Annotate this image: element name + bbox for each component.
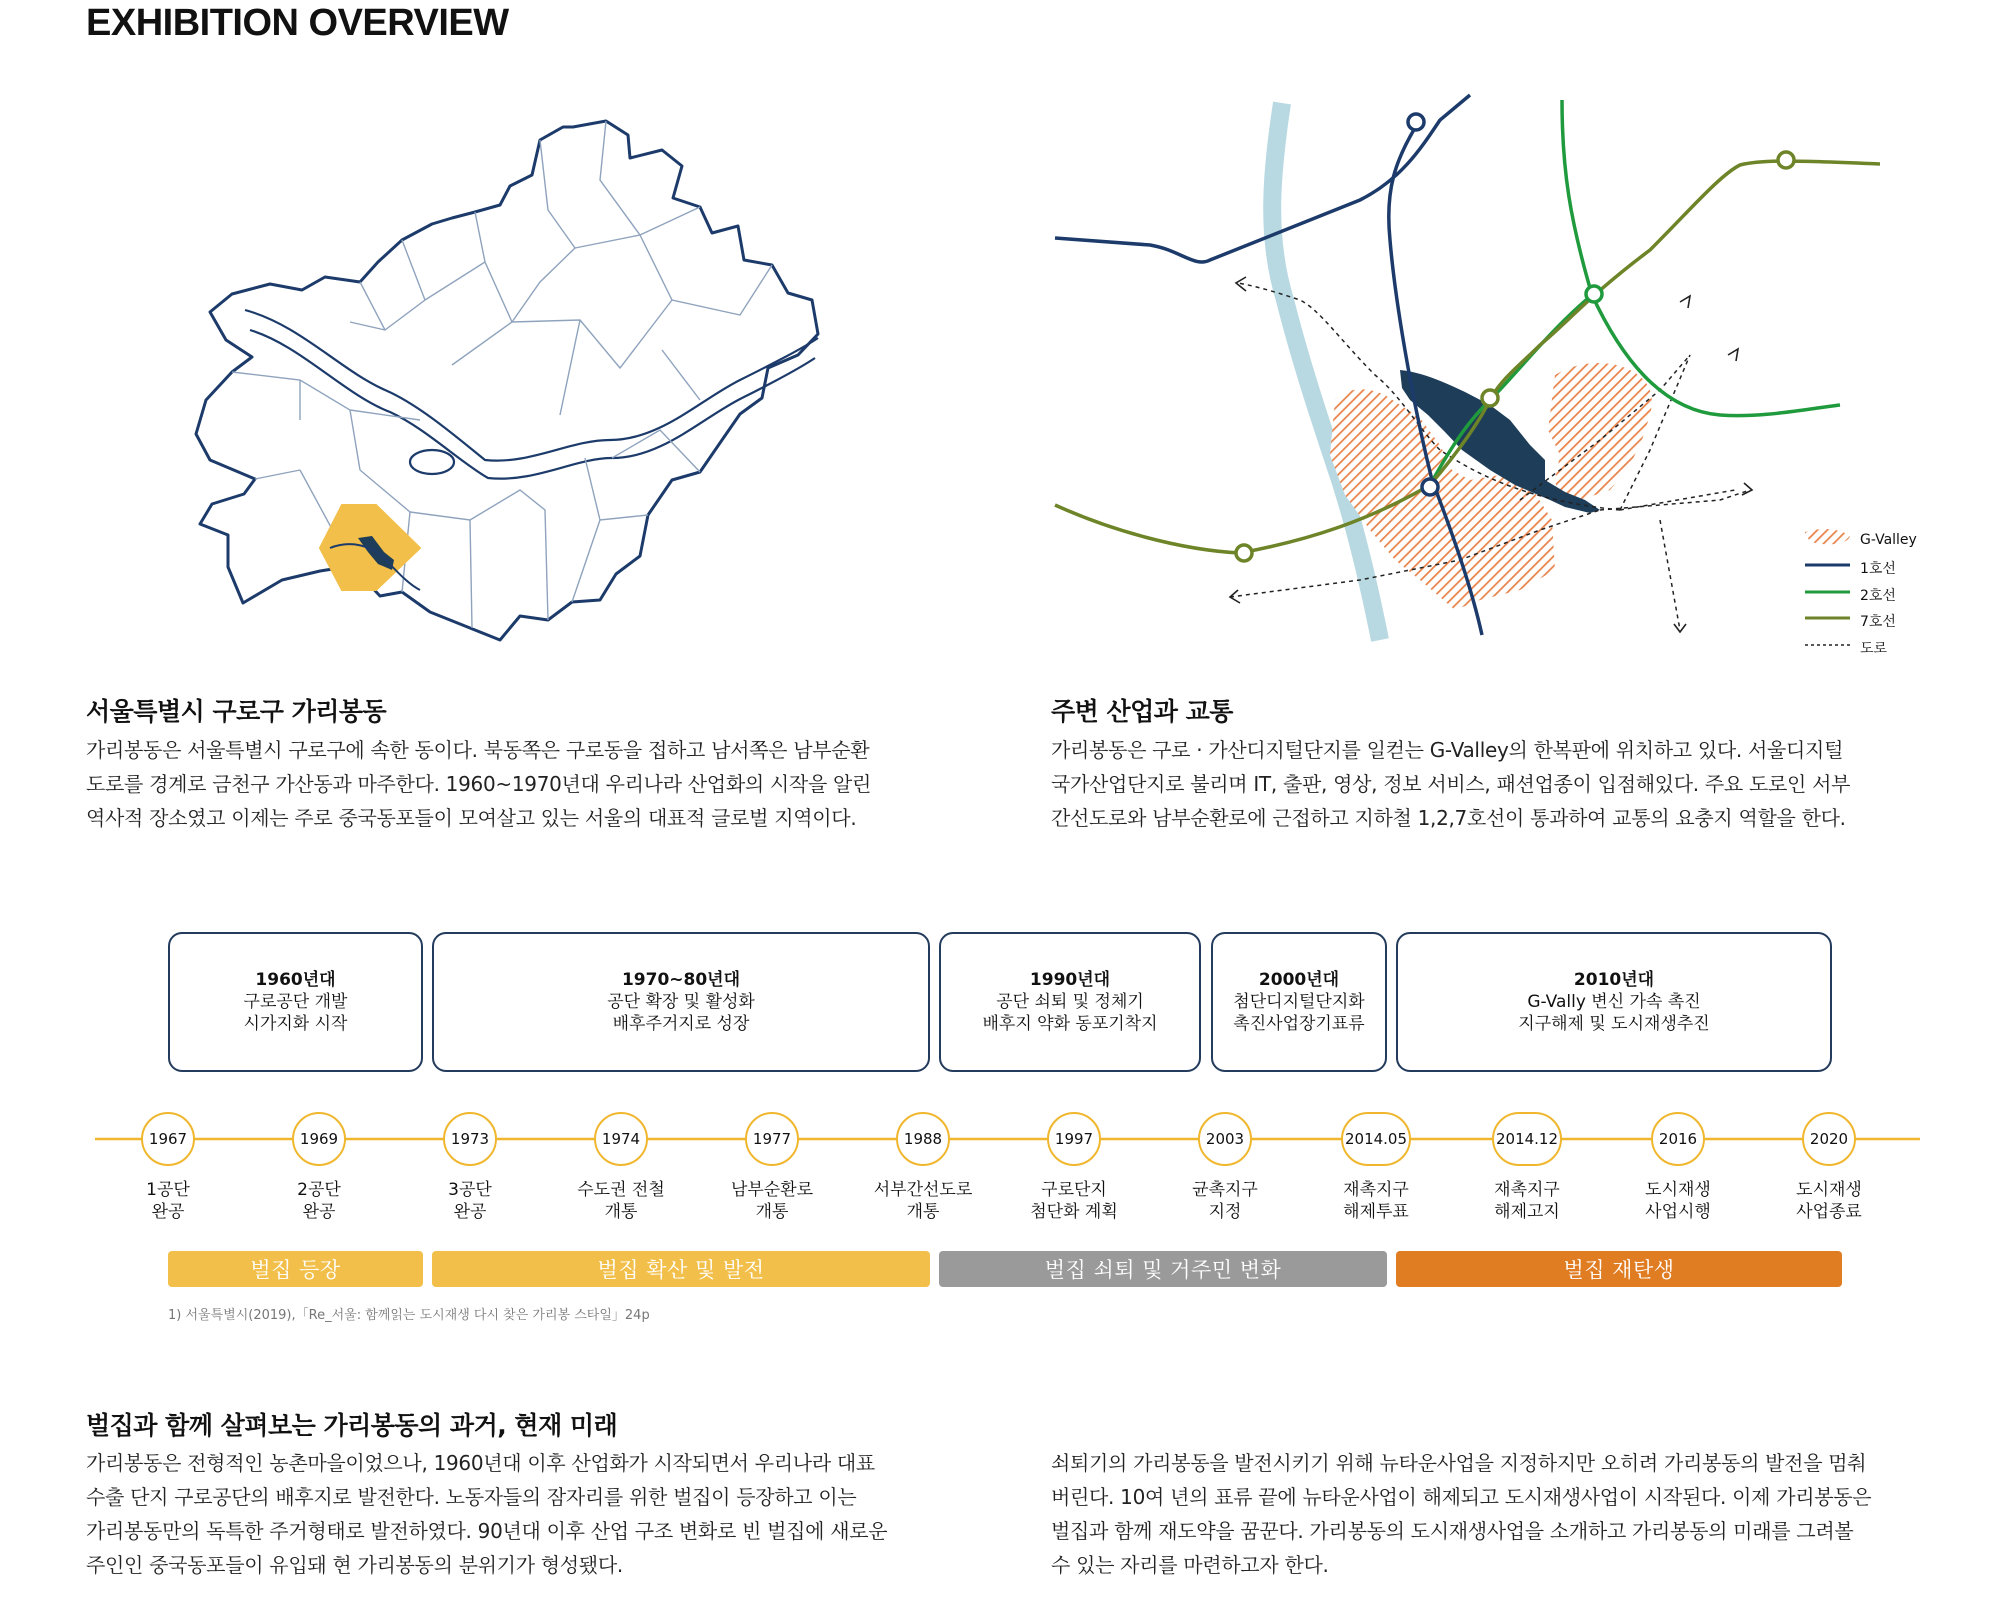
caption-line: 해제고지: [1494, 1202, 1560, 1222]
era-year: 1960년대: [255, 970, 336, 990]
legend-road: 도로: [1860, 641, 1888, 657]
caption-line: 완공: [302, 1202, 336, 1222]
timeline-node-2014-12: 2014.12: [1492, 1112, 1562, 1166]
timeline-node-2016: 2016: [1651, 1112, 1705, 1166]
timeline-node-1973: 1973: [443, 1112, 497, 1166]
text-line: 가리봉동은 구로 · 가산디지털단지를 일컫는 G-Valley의 한복판에 위치하고 있다. 서울디지털: [1051, 738, 1844, 762]
era-year: 2010년대: [1573, 970, 1655, 990]
timeline-caption: [1009, 1179, 1139, 1223]
phase-bar-expansion: 벌집 확산 및 발전: [432, 1251, 930, 1287]
caption-line: 사업시행: [1645, 1202, 1711, 1222]
bottom-left-text: [86, 1446, 1006, 1582]
era-line: 첨단디지털단지화: [1233, 992, 1365, 1012]
text-line: 도로를 경계로 금천구 가산동과 마주한다. 1960~1970년대 우리나라 산업화의 시작을 알린: [86, 772, 872, 796]
guro-highlight-hexagon: [320, 505, 420, 590]
era-line: 배후지 약화 동포기착지: [982, 1014, 1158, 1034]
station-circle: [1586, 286, 1602, 302]
era-year: 1970~80년대: [621, 970, 741, 990]
era-box-1990s: [939, 932, 1201, 1072]
era-line: 시가지화 시작: [243, 1014, 348, 1034]
era-year: 2000년대: [1258, 970, 1340, 990]
station-circle: [1482, 390, 1498, 406]
caption-line: 재촉지구: [1494, 1180, 1560, 1200]
caption-line: 서부간선도로: [873, 1180, 973, 1200]
era-year: 1990년대: [1029, 970, 1111, 990]
timeline-node-1997: 1997: [1047, 1112, 1101, 1166]
phase-bar-decline: 벌집 쇠퇴 및 거주민 변화: [939, 1251, 1387, 1287]
footnote: 1) 서울특별시(2019),「Re_서울: 함께읽는 도시재생 다시 찾은 가리봉 스타일」24p: [168, 1308, 650, 1323]
caption-line: 수도권 전철: [577, 1180, 665, 1200]
caption-line: 남부순환로: [730, 1180, 814, 1200]
era-line: 공단 확장 및 활성화: [607, 992, 755, 1012]
era-line: 촉진사업장기표류: [1233, 1014, 1365, 1034]
caption-line: 첨단화 계획: [1030, 1202, 1118, 1222]
caption-line: 도시재생: [1796, 1180, 1862, 1200]
text-line: 주인인 중국동포들이 유입돼 현 가리봉동의 분위기가 형성됐다.: [86, 1553, 623, 1577]
bottom-right-text: [1051, 1446, 1971, 1582]
subway-line-7: [1055, 161, 1880, 553]
station-circle: [1408, 114, 1424, 130]
caption-line: 도시재생: [1645, 1180, 1711, 1200]
gvalley-area-east: [1548, 363, 1652, 505]
timeline-caption: [405, 1179, 535, 1223]
right-section-heading: 주변 산업과 교통: [1051, 697, 1233, 726]
timeline-caption: [254, 1179, 384, 1223]
timeline-node-1967: 1967: [141, 1112, 195, 1166]
legend-line1: 1호선: [1860, 561, 1896, 577]
timeline-caption: [1160, 1179, 1290, 1223]
timeline-node-1977: 1977: [745, 1112, 799, 1166]
timeline-node-1969: 1969: [292, 1112, 346, 1166]
timeline-node-1974: 1974: [594, 1112, 648, 1166]
station-circle: [1778, 152, 1794, 168]
era-box-2000s: [1211, 932, 1387, 1072]
caption-line: 개통: [604, 1202, 638, 1222]
era-line: 지구해제 및 도시재생추진: [1518, 1014, 1710, 1034]
subway-line-1: [1055, 95, 1470, 262]
river: [1272, 103, 1380, 640]
timeline-node-1988: 1988: [896, 1112, 950, 1166]
text-line: 가리봉동만의 독특한 주거형태로 발전하였다. 90년대 이후 산업 구조 변화로 빈 벌집에 새로운: [86, 1519, 888, 1543]
text-line: 수출 단지 구로공단의 배후지로 발전한다. 노동자들의 잠자리를 위한 벌집이 등장하고 이는: [86, 1485, 857, 1509]
left-section-heading: 서울특별시 구로구 가리봉동: [86, 697, 387, 726]
caption-line: 2공단: [297, 1180, 341, 1200]
text-line: 역사적 장소였고 이제는 주로 중국동포들이 모여살고 있는 서울의 대표적 글로벌 지역이다.: [86, 806, 857, 830]
timeline-node-2020: 2020: [1802, 1112, 1856, 1166]
timeline-caption: [707, 1179, 837, 1223]
text-line: 가리봉동은 서울특별시 구로구에 속한 동이다. 북동쪽은 구로동을 접하고 남서쪽은 남부순환: [86, 738, 870, 762]
page-title: EXHIBITION OVERVIEW: [86, 2, 509, 44]
text-line: 버린다. 10여 년의 표류 끝에 뉴타운사업이 해제되고 도시재생사업이 시작된다. 이제 가리봉동은: [1051, 1485, 1872, 1509]
text-line: 벌집과 함께 재도약을 꿈꾼다. 가리봉동의 도시재생사업을 소개하고 가리봉동의 미래를 그려볼: [1051, 1519, 1854, 1543]
timeline-node-2003: 2003: [1198, 1112, 1252, 1166]
era-box-1960s: [168, 932, 423, 1072]
phase-bar-emergence: 벌집 등장: [168, 1251, 423, 1287]
right-section-text: [1051, 733, 1971, 835]
station-circle: [1422, 479, 1438, 495]
left-section-text: [86, 733, 986, 835]
garibong-marker: [358, 536, 394, 570]
caption-line: 사업종료: [1796, 1202, 1862, 1222]
caption-line: 1공단: [146, 1180, 190, 1200]
seoul-outline: [196, 121, 818, 640]
caption-line: 완공: [151, 1202, 185, 1222]
caption-line: 개통: [906, 1202, 940, 1222]
legend-line2: 2호선: [1860, 588, 1896, 604]
caption-line: 3공단: [448, 1180, 492, 1200]
subway-line-2: [1562, 100, 1840, 416]
gvalley-area-west: [1330, 389, 1555, 610]
caption-line: 재촉지구: [1343, 1180, 1409, 1200]
timeline-caption: [858, 1179, 988, 1223]
text-line: 국가산업단지로 불리며 IT, 출판, 영상, 정보 서비스, 패션업종이 입점해있다. 주요 도로인 서부: [1051, 772, 1851, 796]
text-line: 수 있는 자리를 마련하고자 한다.: [1051, 1553, 1329, 1577]
text-line: 쇠퇴기의 가리봉동을 발전시키기 위해 뉴타운사업을 지정하지만 오히려 가리봉동의 발전을 멈춰: [1051, 1451, 1867, 1475]
timeline-node-2014-05: 2014.05: [1341, 1112, 1411, 1166]
timeline-caption: [103, 1179, 233, 1223]
text-line: 가리봉동은 전형적인 농촌마을이었으나, 1960년대 이후 산업화가 시작되면서 우리나라 대표: [86, 1451, 875, 1475]
era-box-1970s-80s: [432, 932, 930, 1072]
era-line: 공단 쇠퇴 및 정체기: [996, 992, 1144, 1012]
era-line: G-Vally 변신 가속 촉진: [1527, 992, 1701, 1012]
timeline-caption: [556, 1179, 686, 1223]
caption-line: 완공: [453, 1202, 487, 1222]
caption-line: 개통: [755, 1202, 789, 1222]
timeline-caption: [1764, 1179, 1894, 1223]
phase-bar-rebirth: 벌집 재탄생: [1396, 1251, 1842, 1287]
timeline-caption: [1613, 1179, 1743, 1223]
bottom-section-heading: 벌집과 함께 살펴보는 가리봉동의 과거, 현재 미래: [86, 1411, 618, 1440]
era-box-2010s: [1396, 932, 1832, 1072]
garibong-area: [1400, 370, 1600, 513]
legend-line7: 7호선: [1860, 614, 1896, 630]
era-line: 구로공단 개발: [243, 992, 348, 1012]
text-line: 간선도로와 남부순환로에 근접하고 지하철 1,2,7호선이 통과하여 교통의 요충지 역할을 한다.: [1051, 806, 1846, 830]
era-line: 배후주거지로 성장: [612, 1014, 750, 1034]
station-circle: [1236, 545, 1252, 561]
caption-line: 구로단지: [1041, 1180, 1107, 1200]
caption-line: 균촉지구: [1192, 1180, 1258, 1200]
legend-gvalley: G-Valley: [1860, 532, 1917, 548]
timeline-caption: [1311, 1179, 1441, 1223]
timeline-caption: [1462, 1179, 1592, 1223]
caption-line: 해제투표: [1343, 1202, 1409, 1222]
caption-line: 지정: [1208, 1202, 1242, 1222]
